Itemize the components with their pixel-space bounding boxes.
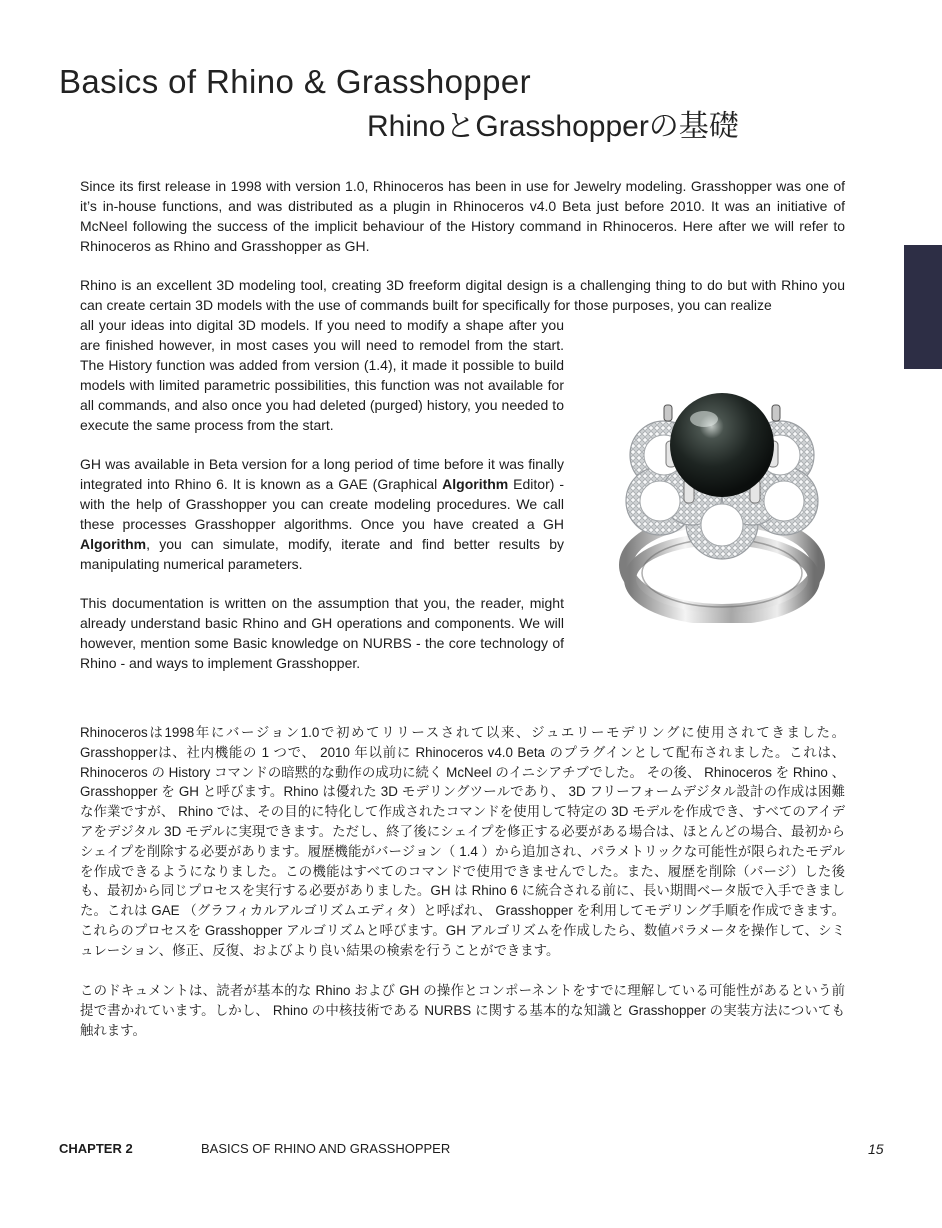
algorithm-term: Algorithm — [442, 476, 509, 492]
paragraph-gh: GH was available in Beta version for a long period of time before it was finally integrated into Rhino 6. It is known as a GAE (Graphical Algorithm Editor) - with the help of Grasshopper you can create modeling procedures. We call these processes Grasshopper algorithms. Once you have created a GH Algorithm, you can simulate, modify, iterate and find better results by manipulating numerical parameters. — [80, 456, 564, 572]
paragraph-intro: Since its first release in 1998 with version 1.0, Rhinoceros has been in use for Jewelry modeling. Grasshopper was one of it’s in-house functions, and was distributed as a plugin in Rhinoceros v4.0 Beta just before 2010. It was an initiative of McNeel following the success of the implicit behaviour of the History command in Rhinoceros. Here after we will refer to Rhinoceros as Rhino and Grasshopper as GH. — [80, 178, 845, 254]
page-title-japanese: RhinoとGrasshopperの基礎 — [367, 110, 739, 143]
paragraph-rhino-cont: all your ideas into digital 3D models. If you need to modify a shape after you are finished however, in most cases you will need to remodel from the start. The History function was added from version (1.4), it made it possible to build models with limited parametric possibilities, this function was not available for all commands, and also once you had deleted (purged) history, you needed to execute the same process from the start. — [80, 317, 564, 433]
paragraph-japanese-assumption: このドキュメントは、読者が基本的な Rhino および GH の操作とコンポーネントをすでに理解している可能性があるという前提で書かれています。しかし、 Rhino の中核技術である NURBS に関する基本的な知識と Grasshopper の実装方法についても触れます。 — [80, 983, 845, 1038]
footer-title: BASICS OF RHINO AND GRASSHOPPER — [201, 1141, 451, 1156]
paragraph-rhino-full: Rhino is an excellent 3D modeling tool, creating 3D freeform digital design is a challenging thing to do but with Rhino you can create certain 3D models with the use of commands built for specifically for those purposes, you can realize — [80, 277, 845, 313]
algorithm-term: Algorithm — [80, 536, 147, 552]
ring-illustration — [612, 383, 832, 623]
footer-chapter: CHAPTER 2 — [59, 1141, 133, 1156]
page-title: Basics of Rhino & Grasshopper — [59, 63, 531, 100]
chapter-side-tab — [904, 245, 942, 369]
paragraph-assumption: This documentation is written on the assumption that you, the reader, might already understand basic Rhino and GH operations and components. We will however, mention some Basic knowledge on NURBS - the core technology of Rhino - and ways to implement Grasshopper. — [80, 595, 564, 671]
paragraph-japanese-main: Rhinocerosは1998年にバージョン1.0で初めてリリースされて以来、ジュエリーモデリングに使用されてきました。Grasshopperは、社内機能の 1 つで、 2010 年以前に Rhinoceros v4.0 Beta のプラグインとして配布されました。これは、 Rhinoceros の History コマンドの暗黙的な動作の成功に続く McNeel のイニシアチブでした。 その後、 Rhinoceros を Rhino 、 Grasshopper を GH と呼びます。Rhino は優れた 3D モデリングツールであり、 3D フリーフォームデジタル設計の作成は困難な作業ですが、 Rhino では、その目的に特化して作成されたコマンドを使用して特定の 3D モデルを作成でき、すべてのアイデアをデジタル 3D モデルに実現できます。ただし、終了後にシェイプを修正する必要がある場合は、ほとんどの場合、最初からシェイプを削除する必要があります。履歴機能がバージョン（ 1.4 ）から追加され、パラメトリックな可能性が限られたモデルを作成できるようになりました。この機能はすべてのコマンドで使用できませんでした。また、履歴を削除（パージ）した後も、最初から同じプロセスを実行する必要がありました。GH は Rhino 6 に統合される前に、長い期間ベータ版で入手できました。これは GAE （グラフィカルアルゴリズムエディタ）と呼ばれ、 Grasshopper を利用してモデリング手順を作成できます。 これらのプロセスを Grasshopper アルゴリズムと呼びます。GH アルゴリズムを作成したら、数値パラメータを操作して、シミュレーション、修正、反復、およびより良い結果の検索を行うことができます。 — [80, 725, 845, 958]
page-number: 15 — [868, 1141, 884, 1157]
